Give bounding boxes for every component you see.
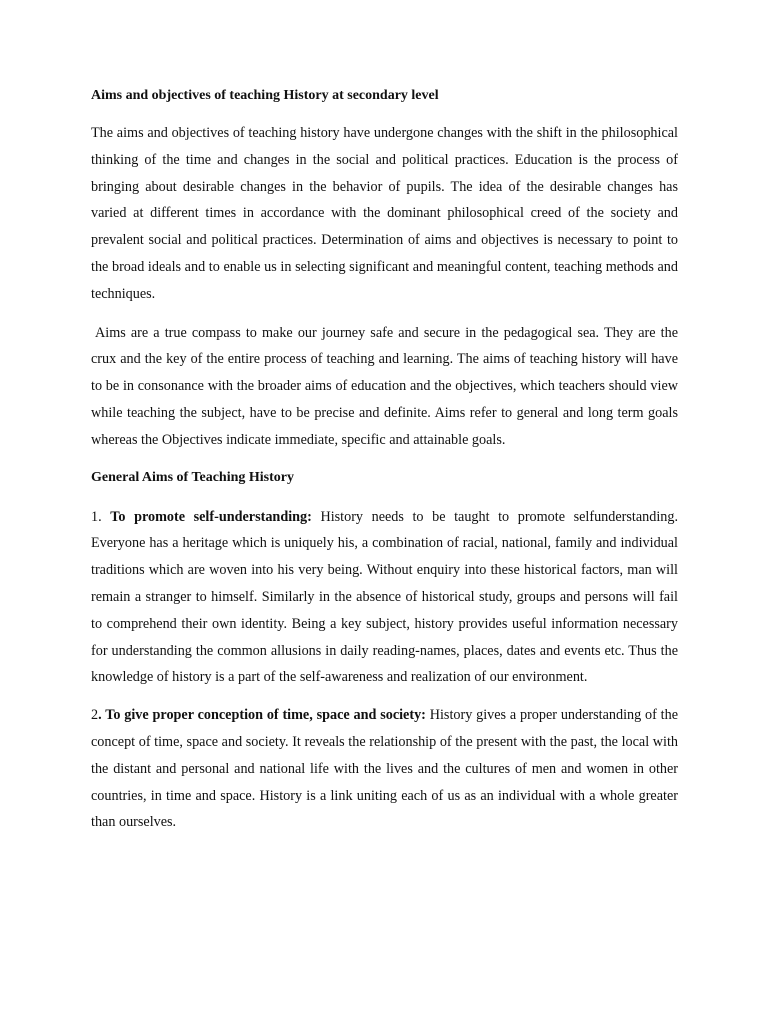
aim-item-2 (91, 702, 678, 836)
aim-text: History gives a proper understanding of the concept of time, space and society. It reveals the relationship of the present with the past, the local with the distant and personal and national life with the lives and the cultures of men and women in other countries, in time and space. History is a link uniting each of us as an individual with a whole greater than ourselves. (91, 707, 678, 831)
document-page (91, 86, 678, 847)
intro-paragraph: The aims and objectives of teaching history have undergone changes with the shift in the philosophical thinking of the time and changes in the social and political practices. Education is the process of bringing about desirable changes in the behavior of pupils. The idea of the desirable changes has varied at different times in accordance with the dominant philosophical creed of the society and prevalent social and political practices. Determination of aims and objectives is necessary to point to the broad ideals and to enable us in selecting significant and meaningful content, teaching methods and techniques. (91, 125, 678, 302)
document-title: Aims and objectives of teaching History at secondary level (91, 88, 439, 103)
aims-paragraph: Aims are a true compass to make our journey safe and secure in the pedagogical sea. They are the crux and the key of the entire process of teaching and learning. The aims of teaching history will have to be in consonance with the broader aims of education and the objectives, which teachers should view while teaching the subject, have to be precise and definite. Aims refer to general and long term goals whereas the Objectives indicate immediate, specific and attainable goals. (91, 324, 678, 448)
aim-number: 2 (91, 707, 99, 724)
aim-title: To promote self-understanding: (110, 508, 312, 525)
aim-number: 1. (91, 508, 102, 525)
aim-text: History needs to be taught to promote selfunderstanding. Everyone has a heritage which is uniquely his, a combination of racial, national, family and individual traditions which are woven into his very being. Without enquiry into these historical factors, man will remain a stranger to himself. Similarly in the absence of historical study, groups and persons will fail to comprehend their own identity. Being a key subject, history provides useful information necessary for understanding the common allusions in daily reading-names, places, dates and events etc. Thus the knowledge of history is a part of the self-awareness and realization of our environment. (91, 508, 679, 686)
section-heading: General Aims of Teaching History (91, 469, 294, 485)
aim-item-1 (91, 504, 678, 692)
aim-title: . To give proper conception of time, space and society: (98, 707, 426, 724)
